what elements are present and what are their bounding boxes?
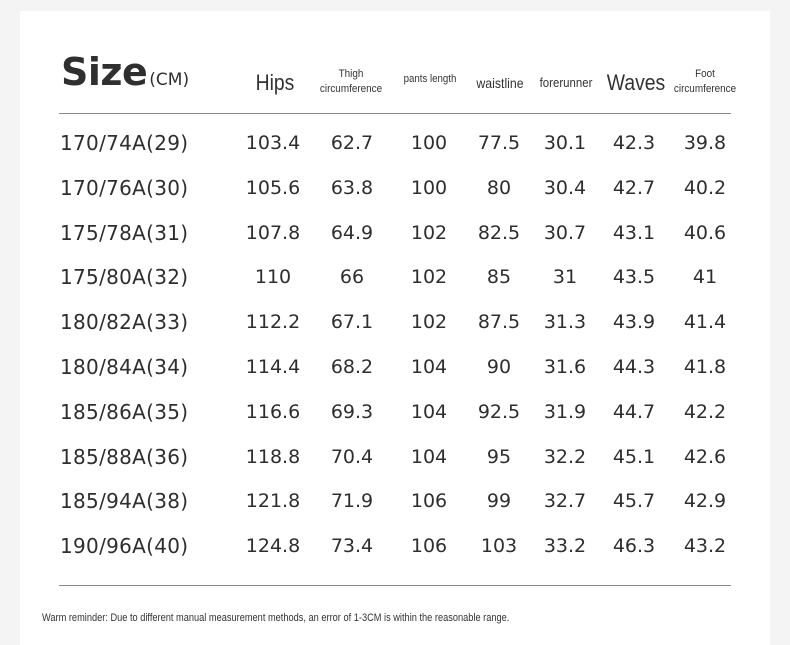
cell-hips: 103.4 <box>245 132 301 154</box>
header-forerunner: forerunner <box>539 75 593 90</box>
cell-foot-circumference: 40.2 <box>683 176 727 199</box>
cell-forerunner: 31.6 <box>543 356 587 378</box>
cell-forerunner: 32.7 <box>543 490 587 513</box>
table-row <box>0 390 790 434</box>
cell-waistline: 103 <box>480 535 518 558</box>
cell-pants-length: 104 <box>410 445 448 468</box>
cell-waves: 44.3 <box>612 356 656 378</box>
cell-size: 180/82A(33) <box>60 310 189 335</box>
cell-waves: 42.3 <box>612 132 656 154</box>
cell-foot-circumference: 41 <box>692 266 718 289</box>
table-row <box>0 255 790 299</box>
cell-hips: 124.8 <box>245 535 301 558</box>
cell-waistline: 80 <box>486 176 512 199</box>
cell-forerunner: 30.7 <box>543 221 587 244</box>
warm-reminder-note: Warm reminder: Due to different manual measurement methods, an error of 1-3CM is within the reasonable range. <box>42 612 510 624</box>
cell-size: 180/84A(34) <box>60 355 189 379</box>
cell-hips: 121.8 <box>245 490 301 513</box>
cell-pants-length: 106 <box>410 535 448 558</box>
cell-pants-length: 102 <box>410 311 448 334</box>
table-row <box>0 211 790 255</box>
header-thigh-line2: circumference <box>319 83 383 95</box>
cell-pants-length: 104 <box>410 356 448 378</box>
cell-waves: 45.7 <box>612 490 656 513</box>
cell-foot-circumference: 42.9 <box>683 490 727 513</box>
table-row <box>0 166 790 210</box>
cell-waistline: 92.5 <box>477 400 521 423</box>
cell-foot-circumference: 42.2 <box>683 400 727 423</box>
table-row <box>0 479 790 523</box>
title-unit: (CM) <box>149 70 190 90</box>
header-pants-length: pants length <box>403 73 457 85</box>
cell-foot-circumference: 43.2 <box>683 535 727 558</box>
cell-forerunner: 31 <box>552 266 578 289</box>
table-row <box>0 524 790 568</box>
table-row <box>0 345 790 389</box>
cell-forerunner: 30.4 <box>543 176 587 199</box>
cell-pants-length: 102 <box>410 266 448 289</box>
cell-thigh-circumference: 66 <box>339 266 365 289</box>
cell-waistline: 77.5 <box>477 132 521 154</box>
header-foot-circumference <box>674 67 736 97</box>
cell-pants-length: 100 <box>410 132 448 154</box>
cell-foot-circumference: 41.8 <box>683 356 727 378</box>
cell-thigh-circumference: 73.4 <box>330 535 374 558</box>
cell-hips: 112.2 <box>245 311 301 334</box>
cell-thigh-circumference: 70.4 <box>330 445 374 468</box>
cell-hips: 114.4 <box>245 356 301 378</box>
cell-waistline: 90 <box>486 356 512 378</box>
cell-thigh-circumference: 71.9 <box>330 490 374 513</box>
cell-thigh-circumference: 67.1 <box>330 311 374 334</box>
cell-pants-length: 100 <box>410 176 448 199</box>
cell-size: 170/76A(30) <box>60 175 189 200</box>
cell-thigh-circumference: 63.8 <box>330 176 374 199</box>
header-hips: Hips <box>255 70 295 95</box>
cell-waves: 43.5 <box>612 266 656 289</box>
header-waistline: waistline <box>476 75 524 91</box>
cell-size: 185/94A(38) <box>60 489 189 514</box>
table-row <box>0 435 790 479</box>
cell-waves: 45.1 <box>612 445 656 468</box>
cell-waistline: 99 <box>486 490 512 513</box>
cell-forerunner: 31.3 <box>543 311 587 334</box>
table-row <box>0 121 790 165</box>
cell-hips: 107.8 <box>245 221 301 244</box>
cell-waistline: 82.5 <box>477 221 521 244</box>
cell-forerunner: 31.9 <box>543 400 587 423</box>
cell-size: 175/78A(31) <box>60 220 189 245</box>
header-divider <box>59 113 731 114</box>
cell-pants-length: 106 <box>410 490 448 513</box>
cell-waistline: 85 <box>486 266 512 289</box>
cell-foot-circumference: 41.4 <box>683 311 727 334</box>
size-chart-title <box>61 50 189 94</box>
cell-pants-length: 102 <box>410 221 448 244</box>
cell-waistline: 95 <box>486 445 512 468</box>
cell-waistline: 87.5 <box>477 311 521 334</box>
cell-thigh-circumference: 62.7 <box>330 132 374 154</box>
cell-size: 185/86A(35) <box>60 399 189 424</box>
header-foot-line2: circumference <box>673 83 737 95</box>
cell-waves: 44.7 <box>612 400 656 423</box>
cell-forerunner: 30.1 <box>543 132 587 154</box>
cell-forerunner: 32.2 <box>543 445 587 468</box>
cell-size: 170/74A(29) <box>60 131 189 155</box>
table-row <box>0 300 790 344</box>
header-thigh-line1: Thigh <box>338 68 364 80</box>
cell-foot-circumference: 39.8 <box>683 132 727 154</box>
cell-waves: 43.1 <box>612 221 656 244</box>
cell-size: 185/88A(36) <box>60 444 189 469</box>
header-waves: Waves <box>606 70 666 95</box>
cell-pants-length: 104 <box>410 400 448 423</box>
cell-hips: 118.8 <box>245 445 301 468</box>
header-foot-line1: Foot <box>695 68 715 80</box>
cell-waves: 42.7 <box>612 176 656 199</box>
cell-hips: 105.6 <box>245 176 301 199</box>
cell-thigh-circumference: 64.9 <box>330 221 374 244</box>
cell-forerunner: 33.2 <box>543 535 587 558</box>
cell-thigh-circumference: 68.2 <box>330 356 374 378</box>
title-main: Size <box>61 50 148 94</box>
cell-foot-circumference: 40.6 <box>683 221 727 244</box>
cell-hips: 116.6 <box>245 400 301 423</box>
cell-foot-circumference: 42.6 <box>683 445 727 468</box>
cell-size: 175/80A(32) <box>60 265 189 290</box>
cell-waves: 46.3 <box>612 535 656 558</box>
cell-waves: 43.9 <box>612 311 656 334</box>
cell-size: 190/96A(40) <box>60 534 189 559</box>
header-thigh-circumference <box>320 67 382 97</box>
cell-hips: 110 <box>254 266 292 289</box>
cell-thigh-circumference: 69.3 <box>330 400 374 423</box>
footer-divider <box>59 585 731 586</box>
